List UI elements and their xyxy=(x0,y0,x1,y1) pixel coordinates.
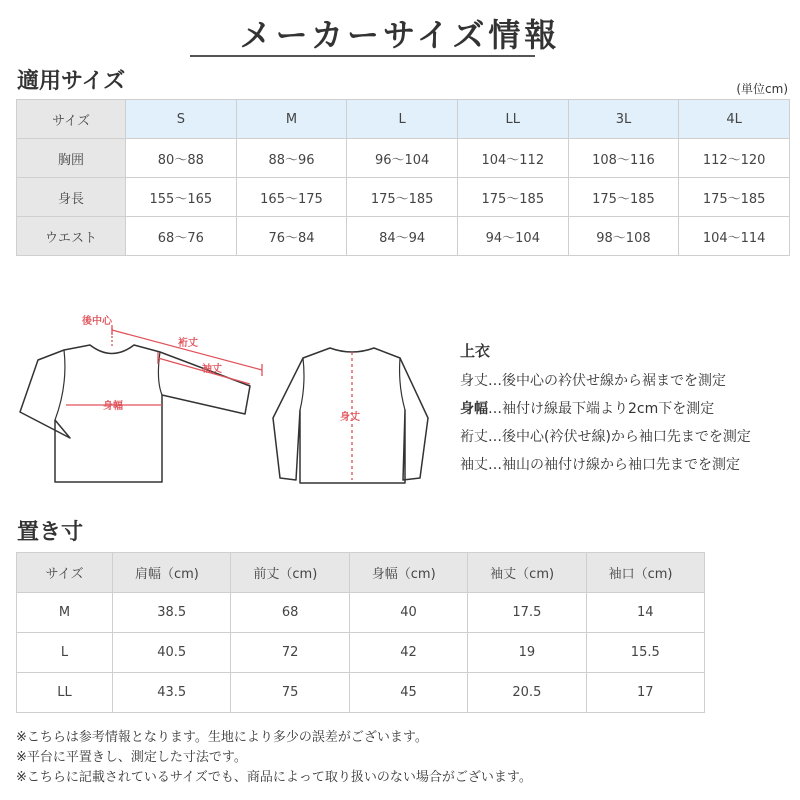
row-size: L xyxy=(17,633,113,673)
table-cell: 42 xyxy=(349,633,467,673)
size-col-3l: 3L xyxy=(568,100,679,139)
garment-measurement-diagram xyxy=(0,300,450,500)
table-cell: 68 xyxy=(231,593,349,633)
note-desc: …袖山の袖付け線から袖口先までを測定 xyxy=(488,457,740,473)
table-cell: 72 xyxy=(231,633,349,673)
table-cell: 38.5 xyxy=(113,593,231,633)
flat-measure-header-row xyxy=(17,553,705,593)
table-cell: 17 xyxy=(586,673,704,713)
col-front-length: 前丈（cm) xyxy=(231,553,349,593)
table-cell: 108〜116 xyxy=(568,139,679,178)
footnote: ※こちらは参考情報となります。生地により多少の誤差がございます。 xyxy=(16,730,428,745)
note-term: 身幅 xyxy=(460,401,488,417)
note-term: 袖丈 xyxy=(460,457,488,473)
table-cell: 175〜185 xyxy=(347,178,458,217)
row-label: ウエスト xyxy=(17,217,126,256)
table-cell: 40 xyxy=(349,593,467,633)
table-cell: 175〜185 xyxy=(679,178,790,217)
notes-title: 上衣 xyxy=(460,342,491,360)
table-cell: 94〜104 xyxy=(457,217,568,256)
table-cell: 112〜120 xyxy=(679,139,790,178)
fit-size-table xyxy=(16,99,790,256)
table-cell: 88〜96 xyxy=(236,139,347,178)
title-underline xyxy=(190,55,535,57)
table-cell: 96〜104 xyxy=(347,139,458,178)
fit-size-header-label: サイズ xyxy=(17,100,126,139)
table-row xyxy=(17,178,790,217)
note-term: 身丈 xyxy=(460,373,488,389)
row-label: 身長 xyxy=(17,178,126,217)
note-desc: …袖付け線最下端より2cm下を測定 xyxy=(488,401,715,417)
table-row xyxy=(17,217,790,256)
unit-note: (単位cm) xyxy=(736,82,788,96)
table-cell: 20.5 xyxy=(468,673,586,713)
table-row xyxy=(17,593,705,633)
col-body-width: 身幅（cm) xyxy=(349,553,467,593)
table-cell: 98〜108 xyxy=(568,217,679,256)
yuki-label: 裄丈 xyxy=(178,338,198,349)
note-line xyxy=(460,454,740,474)
row-size: M xyxy=(17,593,113,633)
body-length-label: 身丈 xyxy=(340,412,360,423)
back-center-label: 後中心 xyxy=(82,316,112,327)
col-sleeve-length: 袖丈（cm) xyxy=(468,553,586,593)
col-cuff: 袖口（cm) xyxy=(586,553,704,593)
table-row xyxy=(17,633,705,673)
fit-size-header-row xyxy=(17,100,790,139)
flat-measure-table xyxy=(16,552,705,713)
table-cell: 15.5 xyxy=(586,633,704,673)
note-desc: …後中心の衿伏せ線から裾までを測定 xyxy=(488,373,726,389)
table-cell: 45 xyxy=(349,673,467,713)
sleeve-length-label: 袖丈 xyxy=(202,364,222,375)
note-line xyxy=(460,426,751,446)
table-cell: 155〜165 xyxy=(126,178,237,217)
table-cell: 14 xyxy=(586,593,704,633)
table-cell: 104〜112 xyxy=(457,139,568,178)
row-size: LL xyxy=(17,673,113,713)
table-cell: 19 xyxy=(468,633,586,673)
table-row xyxy=(17,673,705,713)
note-desc: …後中心(衿伏せ線)から袖口先までを測定 xyxy=(488,429,751,445)
table-cell: 68〜76 xyxy=(126,217,237,256)
table-cell: 76〜84 xyxy=(236,217,347,256)
flat-measure-heading: 置き寸 xyxy=(17,520,84,545)
table-cell: 104〜114 xyxy=(679,217,790,256)
fit-size-heading: 適用サイズ xyxy=(17,69,126,94)
page-title: メーカーサイズ情報 xyxy=(239,16,561,54)
table-cell: 175〜185 xyxy=(457,178,568,217)
size-col-m: M xyxy=(236,100,347,139)
size-col-s: S xyxy=(126,100,237,139)
note-term: 裄丈 xyxy=(460,429,488,445)
size-col-l: L xyxy=(347,100,458,139)
size-col-4l: 4L xyxy=(679,100,790,139)
size-col-ll: LL xyxy=(457,100,568,139)
note-line xyxy=(460,398,714,418)
table-cell: 17.5 xyxy=(468,593,586,633)
table-cell: 43.5 xyxy=(113,673,231,713)
note-line xyxy=(460,370,726,390)
table-cell: 40.5 xyxy=(113,633,231,673)
table-cell: 165〜175 xyxy=(236,178,347,217)
table-cell: 175〜185 xyxy=(568,178,679,217)
footnote: ※平台に平置きし、測定した寸法です。 xyxy=(16,750,247,765)
table-cell: 80〜88 xyxy=(126,139,237,178)
table-cell: 84〜94 xyxy=(347,217,458,256)
table-row xyxy=(17,139,790,178)
row-label: 胸囲 xyxy=(17,139,126,178)
col-shoulder: 肩幅（cm) xyxy=(113,553,231,593)
body-width-label: 身幅 xyxy=(103,401,123,412)
flat-header-label: サイズ xyxy=(17,553,113,593)
table-cell: 75 xyxy=(231,673,349,713)
footnote: ※こちらに記載されているサイズでも、商品によって取り扱いのない場合がございます。 xyxy=(16,770,532,785)
